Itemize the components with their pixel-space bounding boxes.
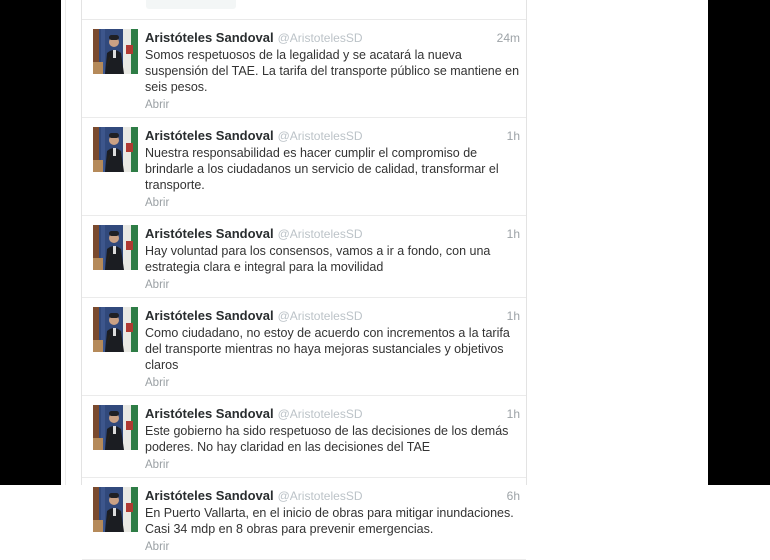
tweet-row[interactable] bbox=[82, 396, 526, 478]
avatar[interactable] bbox=[93, 127, 138, 172]
author-handle[interactable]: @AristotelesSD bbox=[277, 31, 363, 45]
tweet-text: Como ciudadano, no estoy de acuerdo con incrementos a la tarifa del transporte mientras no haya mejoras sustanciales y objetivos claros bbox=[145, 326, 510, 372]
tweet-body bbox=[145, 405, 520, 473]
tweet-body bbox=[145, 225, 520, 293]
author-handle[interactable]: @AristotelesSD bbox=[277, 129, 363, 143]
author-name[interactable]: Aristóteles Sandoval bbox=[145, 406, 274, 421]
tweet-body bbox=[145, 307, 520, 391]
cropped-previous-tweet bbox=[82, 0, 526, 20]
cropped-element-remnant bbox=[146, 0, 236, 9]
avatar[interactable] bbox=[93, 225, 138, 270]
tweet-feed bbox=[81, 0, 527, 553]
tweet-row[interactable] bbox=[82, 216, 526, 298]
author-handle[interactable]: @AristotelesSD bbox=[277, 309, 363, 323]
tweet-timestamp[interactable]: 1h bbox=[506, 227, 520, 241]
author-handle[interactable]: @AristotelesSD bbox=[277, 407, 363, 421]
author-handle[interactable]: @AristotelesSD bbox=[277, 489, 363, 503]
tweet-header bbox=[145, 307, 520, 325]
tweet-row[interactable] bbox=[82, 118, 526, 216]
letterbox-bar-right bbox=[708, 0, 770, 485]
tweet-text: En Puerto Vallarta, en el inicio de obras para mitigar inundaciones. Casi 34 mdp en 8 obras para prevenir emergencias. bbox=[145, 506, 514, 536]
author-handle[interactable]: @AristotelesSD bbox=[277, 227, 363, 241]
tweet-list bbox=[82, 20, 526, 560]
open-tweet-link[interactable]: Abrir bbox=[145, 197, 170, 209]
open-tweet-link[interactable]: Abrir bbox=[145, 541, 170, 553]
tweet-body bbox=[145, 29, 520, 113]
tweet-row[interactable] bbox=[82, 20, 526, 118]
avatar[interactable] bbox=[93, 29, 138, 74]
open-tweet-link[interactable]: Abrir bbox=[145, 279, 170, 291]
tweet-timestamp[interactable]: 1h bbox=[506, 407, 520, 421]
avatar[interactable] bbox=[93, 307, 138, 352]
tweet-text: Este gobierno ha sido respetuoso de las decisiones de los demás poderes. No hay claridad en las decisiones del TAE bbox=[145, 424, 509, 454]
author-name[interactable]: Aristóteles Sandoval bbox=[145, 128, 274, 143]
tweet-text: Nuestra responsabilidad es hacer cumplir el compromiso de brindarle a los ciudadanos un servicio de calidad, transformar el transporte. bbox=[145, 146, 499, 192]
page-column-divider bbox=[65, 0, 66, 485]
tweet-header bbox=[145, 29, 520, 47]
open-tweet-link[interactable]: Abrir bbox=[145, 459, 170, 471]
avatar[interactable] bbox=[93, 487, 138, 532]
tweet-header bbox=[145, 405, 520, 423]
tweet-header bbox=[145, 487, 520, 505]
open-tweet-link[interactable]: Abrir bbox=[145, 99, 170, 111]
tweet-text: Somos respetuosos de la legalidad y se acatará la nueva suspensión del TAE. La tarifa del transporte público se mantiene en seis pesos. bbox=[145, 48, 520, 94]
tweet-text: Hay voluntad para los consensos, vamos a ir a fondo, con una estrategia clara e integral para la movilidad bbox=[145, 244, 491, 274]
tweet-timestamp[interactable]: 1h bbox=[506, 129, 520, 143]
tweet-body bbox=[145, 127, 520, 211]
letterbox-bar-left bbox=[0, 0, 61, 485]
tweet-header bbox=[145, 225, 520, 243]
tweet-timestamp[interactable]: 1h bbox=[506, 309, 520, 323]
author-name[interactable]: Aristóteles Sandoval bbox=[145, 308, 274, 323]
author-name[interactable]: Aristóteles Sandoval bbox=[145, 488, 274, 503]
author-name[interactable]: Aristóteles Sandoval bbox=[145, 30, 274, 45]
author-name[interactable]: Aristóteles Sandoval bbox=[145, 226, 274, 241]
tweet-body bbox=[145, 487, 520, 555]
open-tweet-link[interactable]: Abrir bbox=[145, 377, 170, 389]
tweet-row[interactable] bbox=[82, 298, 526, 396]
tweet-timestamp[interactable]: 24m bbox=[496, 31, 520, 45]
avatar[interactable] bbox=[93, 405, 138, 450]
tweet-header bbox=[145, 127, 520, 145]
tweet-row[interactable] bbox=[82, 478, 526, 560]
tweet-timestamp[interactable]: 6h bbox=[506, 489, 520, 503]
